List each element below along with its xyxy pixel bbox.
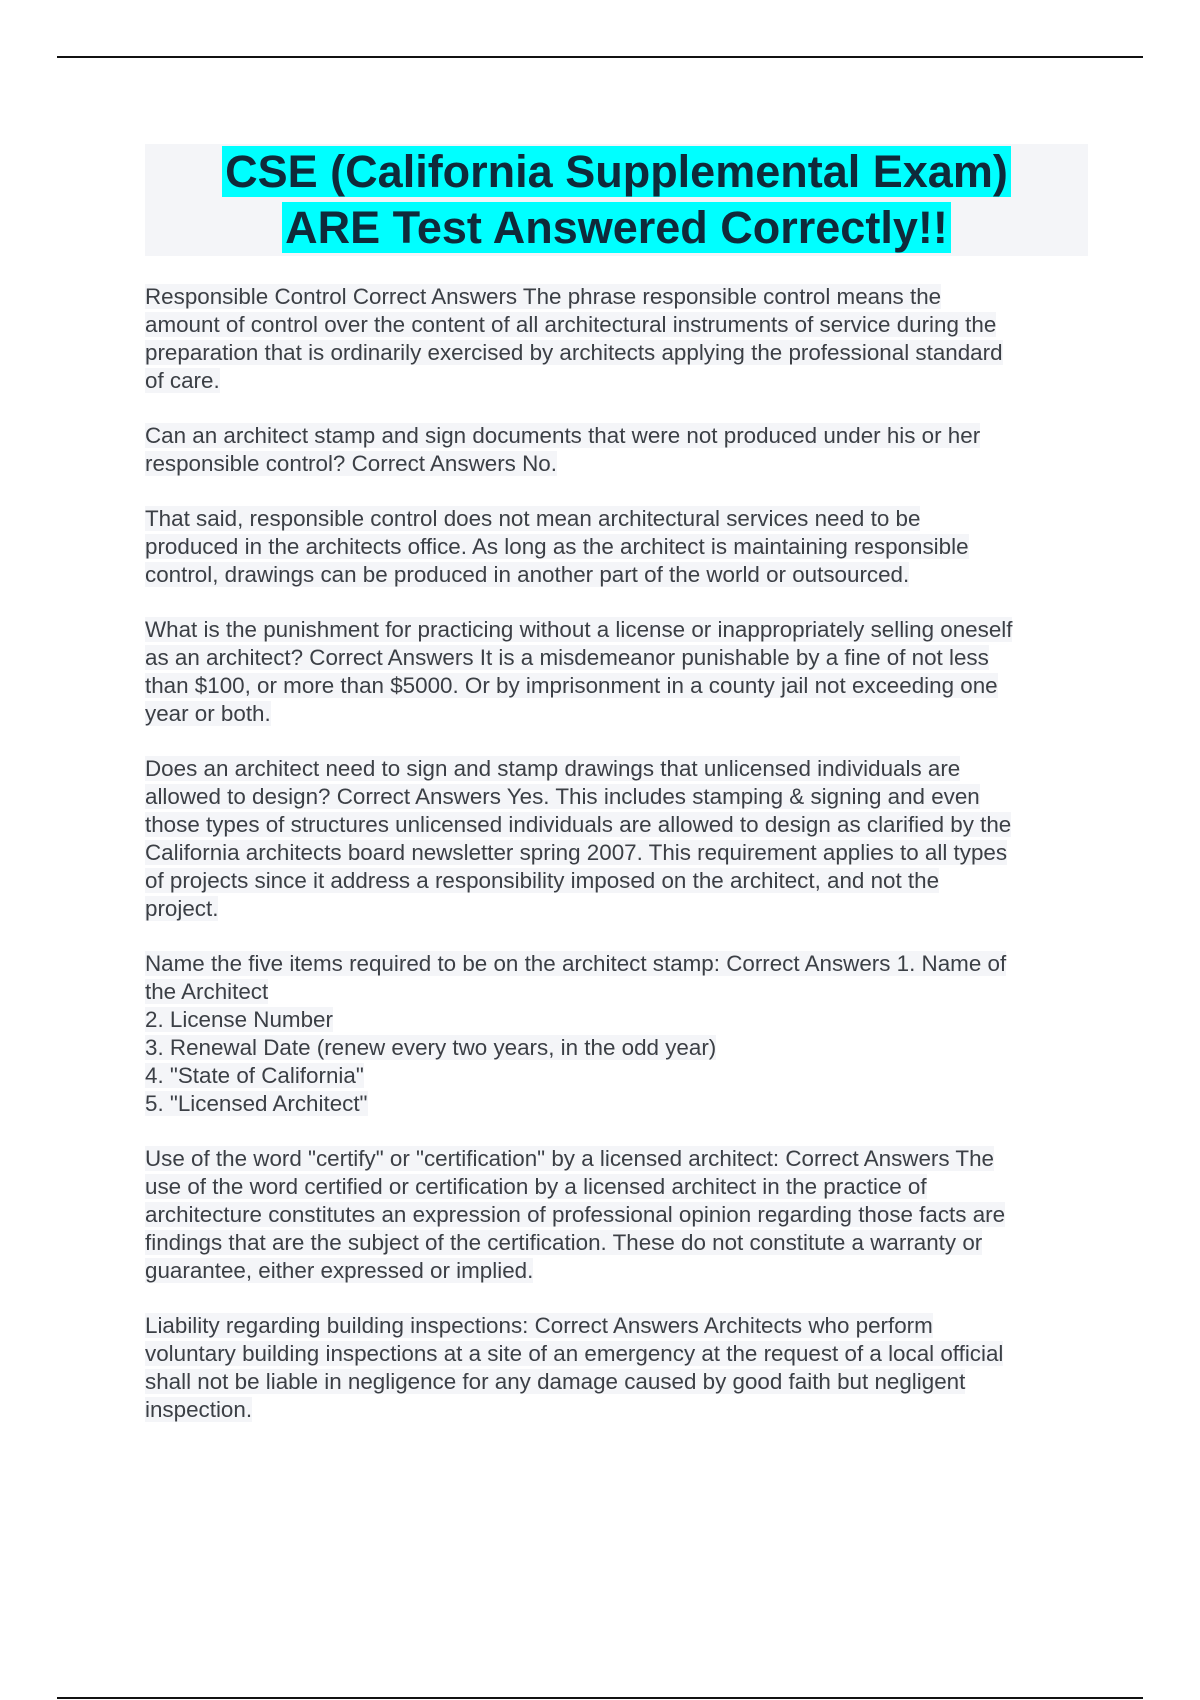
text-line: Liability regarding building inspections: Correct Answers Architects who perform [145,1313,933,1338]
text-line: findings that are the subject of the certification. These do not constitute a warranty or [145,1230,983,1255]
text-line: allowed to design? Correct Answers Yes. This includes stamping & signing and even [145,784,980,809]
text-line: control, drawings can be produced in another part of the world or outsourced. [145,562,910,587]
text-line: preparation that is ordinarily exercised by architects applying the professional standard [145,340,1003,365]
paragraph-certify [145,1145,1090,1285]
title-line-2: ARE Test Answered Correctly!! [282,202,951,253]
document-body [145,283,1090,1451]
text-line: Name the five items required to be on the architect stamp: Correct Answers 1. Name of [145,951,1007,976]
text-line: California architects board newsletter spring 2007. This requirement applies to all types [145,840,1008,865]
text-line: guarantee, either expressed or implied. [145,1258,534,1283]
title-line-1: CSE (California Supplemental Exam) [222,146,1011,197]
paragraph-unlicensed-drawings [145,755,1090,923]
text-line: the Architect [145,979,269,1004]
text-line: That said, responsible control does not mean architectural services need to be [145,506,921,531]
page-title [145,144,1088,256]
bottom-rule [57,1697,1143,1699]
text-line: amount of control over the content of all architectural instruments of service during the [145,312,997,337]
text-line: Responsible Control Correct Answers The phrase responsible control means the [145,284,942,309]
text-line: use of the word certified or certification by a licensed architect in the practice of [145,1174,927,1199]
text-line: shall not be liable in negligence for any damage caused by good faith but negligent [145,1369,966,1394]
paragraph-outsourcing [145,505,1090,589]
text-line: What is the punishment for practicing without a license or inappropriately selling oneself [145,617,1013,642]
list-item: 4. "State of California" [145,1063,364,1088]
text-line: Use of the word "certify" or "certification" by a licensed architect: Correct Answers The [145,1146,994,1171]
paragraph-stamp-items [145,950,1090,1118]
text-line: produced in the architects office. As long as the architect is maintaining responsible [145,534,969,559]
list-item: 3. Renewal Date (renew every two years, in the odd year) [145,1035,717,1060]
text-line: inspection. [145,1397,253,1422]
list-item: 5. "Licensed Architect" [145,1091,368,1116]
text-line: project. [145,896,219,921]
paragraph-responsible-control [145,283,1090,395]
text-line: Can an architect stamp and sign documents that were not produced under his or her [145,423,981,448]
text-line: as an architect? Correct Answers It is a misdemeanor punishable by a fine of not less [145,645,989,670]
paragraph-punishment [145,616,1090,728]
paragraph-stamp-sign [145,422,1090,478]
text-line: those types of structures unlicensed individuals are allowed to design as clarified by the [145,812,1012,837]
top-rule [57,56,1143,58]
paragraph-inspection-liability [145,1312,1090,1424]
text-line: than $100, or more than $5000. Or by imprisonment in a county jail not exceeding one [145,673,998,698]
text-line: year or both. [145,701,271,726]
text-line: architecture constitutes an expression of professional opinion regarding those facts are [145,1202,1006,1227]
text-line: responsible control? Correct Answers No. [145,451,557,476]
text-line: of care. [145,368,220,393]
list-item: 2. License Number [145,1007,333,1032]
text-line: voluntary building inspections at a site of an emergency at the request of a local official [145,1341,1004,1366]
text-line: Does an architect need to sign and stamp drawings that unlicensed individuals are [145,756,961,781]
text-line: of projects since it address a responsibility imposed on the architect, and not the [145,868,940,893]
